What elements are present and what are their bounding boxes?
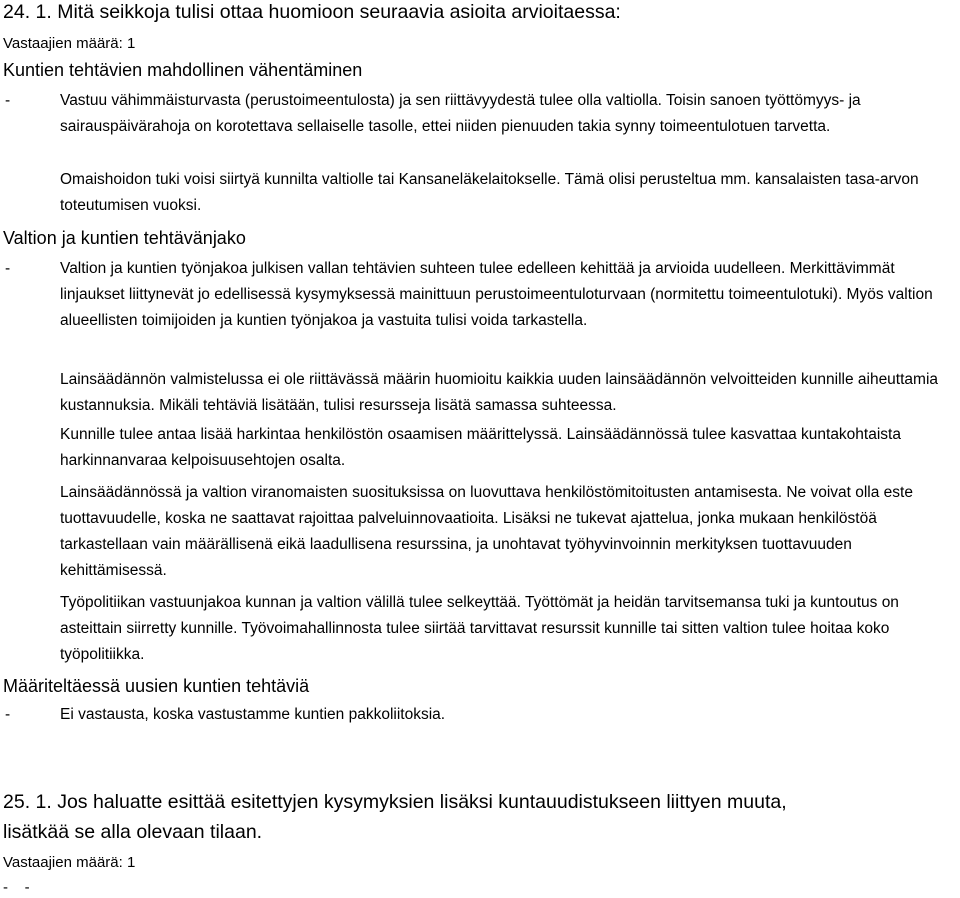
question-25-title-line-2: lisätkää se alla olevaan tilaan. <box>3 821 263 843</box>
list-dash: - <box>5 92 11 109</box>
section-heading-new-municipal-tasks: Määriteltäessä uusien kuntien tehtäviä <box>3 676 310 696</box>
list-dash: - <box>5 706 11 723</box>
question-25-title-line-1: 25. 1. Jos haluatte esittää esitettyjen kysymyksien lisäksi kuntauudistukseen liittyen muuta, <box>3 791 787 813</box>
answer-paragraph: Ei vastausta, koska vastustamme kuntien pakkoliitoksia. <box>60 706 446 723</box>
answer-paragraph: Omaishoidon tuki voisi siirtyä kunnilta valtiolle tai Kansaneläkelaitokselle. Tämä olisi perusteltua mm. kansalaisten tasa-arvon toteutumisen vuoksi. <box>60 171 919 214</box>
question-25-answer: - - <box>3 879 30 896</box>
section-heading-reducing-municipal-tasks: Kuntien tehtävien mahdollinen vähentäminen <box>3 60 363 80</box>
question-24-title: 24. 1. Mitä seikkoja tulisi ottaa huomioon seuraavia asioita arvioitaessa: <box>3 1 621 23</box>
section-heading-division-of-tasks: Valtion ja kuntien tehtävänjako <box>3 228 246 248</box>
answer-paragraph: Vastuu vähimmäisturvasta (perustoimeentulosta) ja sen riittävyydestä tulee olla valtiolla. Toisin sanoen työttömyys- ja sairauspäivärahoja on korotettava sellaiselle tasolle, ettei niiden pienuuden takia synny toimeentulotuen tarvetta. <box>60 92 861 135</box>
answer-paragraph: Kunnille tulee antaa lisää harkintaa henkilöstön osaamisen määrittelyssä. Lainsäädännössä tulee kasvattaa kuntakohtaista harkinnanvaraa kelpoisuusehtojen osalta. <box>60 426 901 469</box>
question-24-respondent-count: Vastaajien määrä: 1 <box>3 35 136 52</box>
answer-paragraph: Valtion ja kuntien työnjakoa julkisen vallan tehtävien suhteen tulee edelleen kehittää ja arvioida uudelleen. Merkittävimmät linjaukset liittynevät jo edellisessä kysymyksessä mainittuun perustoimeentuloturvaan (normitettu toimeentulotuki). Myös valtion alueellisten toimijoiden ja kuntien työnjakoa ja vastuita tulisi voida tarkastella. <box>60 260 933 329</box>
list-dash: - <box>5 260 11 277</box>
answer-paragraph: Lainsäädännön valmistelussa ei ole riittävässä määrin huomioitu kaikkia uuden lainsäädännön velvoitteiden kunnille aiheuttamia kustannuksia. Mikäli tehtäviä lisätään, tulisi resursseja lisätä samassa suhteessa. <box>60 371 939 414</box>
answer-paragraph: Työpolitiikan vastuunjakoa kunnan ja valtion välillä tulee selkeyttää. Työttömät ja heidän tarvitsemansa tuki ja kuntoutus on asteittain siirretty kunnille. Työvoimahallinnosta tulee siirtää tarvittavat resurssit kunnille tai sitten valtion tulee hoitaa koko työpolitiikka. <box>60 594 899 663</box>
question-25-respondent-count: Vastaajien määrä: 1 <box>3 854 136 871</box>
answer-paragraph: Lainsäädännössä ja valtion viranomaisten suosituksissa on luovuttava henkilöstömitoitusten antamisesta. Ne voivat olla este tuottavuudelle, koska ne saattavat rajoittaa palveluinnovaatioita. Lisäksi ne tukevat ajattelua, jonka mukaan henkilöstöä tarkastellaan vain määrällisenä eikä laadullisena resurssina, ja unohtavat työhyvinvoinnin merkityksen tuottavuuden kehittämisessä. <box>60 484 913 579</box>
